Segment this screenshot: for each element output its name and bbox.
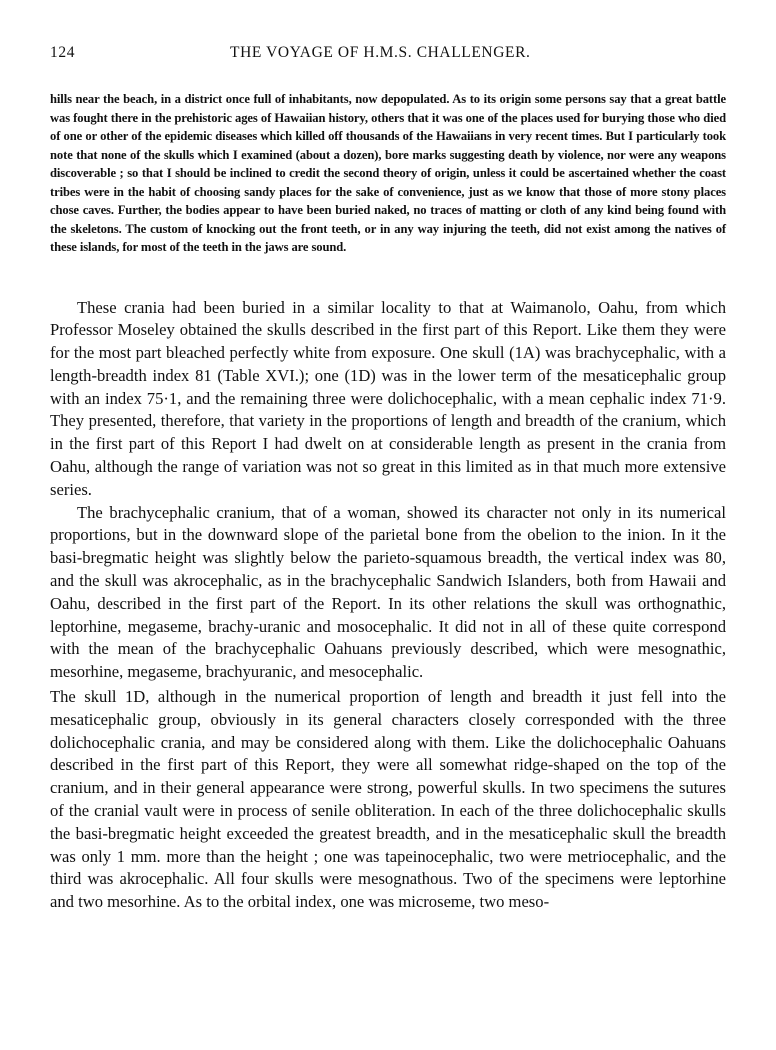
paragraph: The brachycephalic cranium, that of a woman, showed its character not only in its numerical proportions, but in the downward slope of the parietal bone from the obelion to the inion. In it the basi-bregmatic height was slightly below the parieto-squamous breadth, the vertical index was 80, and the skull was akrocephalic, as in the brachycephalic Sandwich Islanders, both from Hawaii and Oahu, described in the first part of the Report. In its other relations the skull was orthognathic, leptorhine, megaseme, brachy-uranic and mosocephalic. It did not in all of these quite correspond with the mean of the brachycephalic Oahuans previously described, which were mesognathic, mesorhine, megaseme, brachyuranic, and mesocephalic. bbox=[50, 502, 726, 682]
page-number: 124 bbox=[50, 44, 76, 61]
running-head bbox=[50, 44, 726, 66]
main-text bbox=[50, 297, 726, 915]
paragraph: The skull 1D, although in the numerical proportion of length and breadth it just fell into the mesaticephalic group, obviously in its general characters closely corresponded with the three dolichocephalic crania, and may be considered along with them. Like the dolichocephalic Oahuans described in the first part of this Report, they were all somewhat ridge-shaped on the top of the cranium, and in their general appearance were strong, powerful skulls. In two specimens the sutures of the cranial vault were in process of senile obliteration. In each of the three dolichocephalic skulls the basi-bregmatic height exceeded the greatest breadth, and in the mesaticephalic skull the breadth was only 1 mm. more than the height ; one was tapeinocephalic, two were metriocephalic, and the third was akrocephalic. All four skulls were mesognathous. Two of the specimens were leptorhine and two mesorhine. As to the orbital index, one was microseme, two meso- bbox=[50, 687, 726, 912]
book-page bbox=[50, 44, 726, 914]
footnote-text: hills near the beach, in a district once full of inhabitants, now depopulated. As to its origin some persons say that a great battle was fought there in the prehistoric ages of Hawaiian history, others that it was one of the places used for burying those who died of one or other of the epidemic diseases which killed off thousands of the Hawaiians in very recent times. But I particularly took note that none of the skulls which I examined (about a dozen), bore marks suggesting death by violence, nor were any weapons discoverable ; so that I should be inclined to credit the second theory of origin, unless it could be ascertained whether the coast tribes were in the habit of choosing sandy places for the sake of convenience, just as we know that those of more stony places chose caves. Further, the bodies appear to have been buried naked, no traces of matting or cloth of any kind being found with the skeletons. The custom of knocking out the front teeth, or in any way injuring the teeth, did not exist among the natives of these islands, for most of the teeth in the jaws are sound. bbox=[50, 92, 726, 254]
running-title: THE VOYAGE OF H.M.S. CHALLENGER. bbox=[230, 44, 531, 61]
paragraph: These crania had been buried in a similar locality to that at Waimanolo, Oahu, from which Professor Moseley obtained the skulls described in the first part of this Report. Like them they were for the most part bleached perfectly white from exposure. One skull (1A) was brachycephalic, with a length-breadth index 81 (Table XVI.); one (1D) was in the lower term of the mesaticephalic group with an index 75·1, and the remaining three were dolichocephalic, with a mean cephalic index 71·9. They presented, therefore, that variety in the proportions of length and breadth of the cranium, which in the first part of this Report I had dwelt on at considerable length as present in the crania from Oahu, although the range of variation was not so great in this limited as in that much more extensive series. bbox=[50, 297, 726, 499]
